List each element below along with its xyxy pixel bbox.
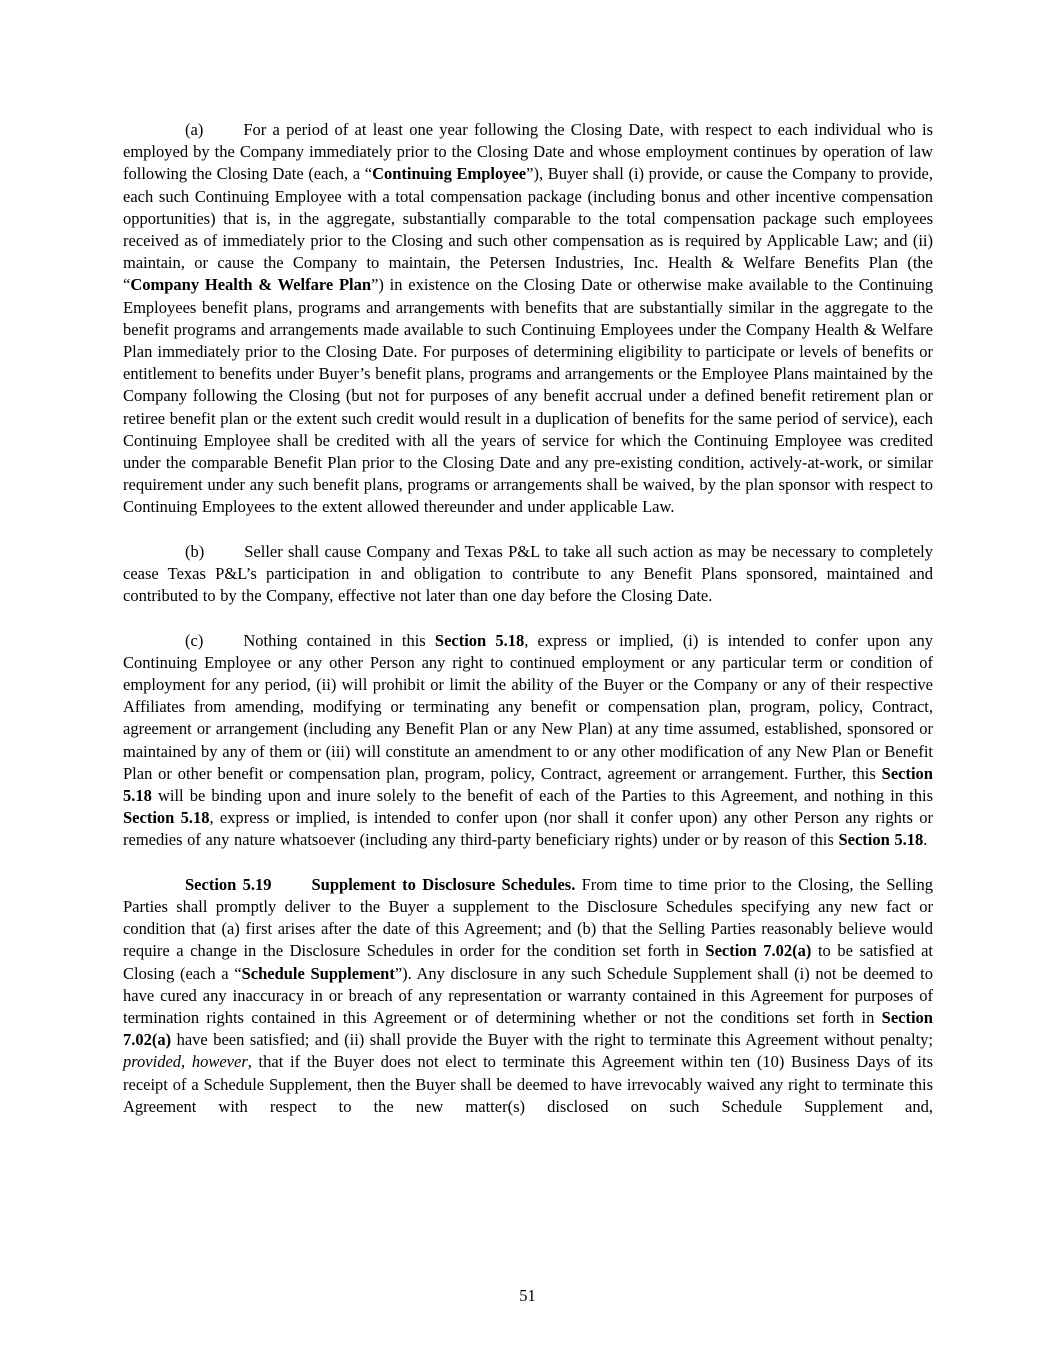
page-content: [123, 119, 933, 1118]
paragraph-section-5-19: [123, 874, 933, 1118]
text-run: to be satisfied at Closing (each a “: [123, 941, 933, 983]
text-run: Continuing Employee: [372, 164, 527, 184]
text-run: Section 7.02(a): [705, 941, 812, 961]
text-run: Section 5.19: [185, 874, 272, 894]
text-run: Company Health & Welfare Plan: [130, 275, 372, 295]
text-run: (c): [185, 630, 204, 650]
text-run: Section 5.18: [434, 630, 525, 650]
text-run: , express or implied, is intended to confer upon (nor shall it confer upon) any other Person any rights or remedies of any nature whatsoever (including any third-party beneficiary rights) under or by reason of this: [123, 808, 933, 850]
text-run: have been satisfied; and (ii) shall provide the Buyer with the right to terminate this Agreement without penalty;: [171, 1030, 933, 1050]
text-run: From time to time prior to the Closing, the Selling Parties shall promptly deliver to the Buyer a supplement to the Disclosure Schedules specifying any new fact or condition that (a) first arises after the date of this Agreement; and (b) that the Selling Parties reasonably believe would require a change in the Disclosure Schedules in order for the condition set forth in: [123, 874, 933, 961]
text-run: ”). Any disclosure in any such Schedule Supplement shall (i) not be deemed to have cured any inaccuracy in or breach of any representation or warranty contained in this Agreement for purposes of termination rights contained in this Agreement or of determining whether or not the conditions set forth in: [123, 963, 933, 1028]
text-run: For a period of at least one year following the Closing Date, with respect to each individual who is employed by the Company immediately prior to the Closing Date and whose employment continues by operation of law following the Closing Date (each, a “: [123, 120, 933, 184]
text-run: .: [923, 830, 928, 850]
text-run: (a): [185, 120, 204, 139]
paragraph-a: [123, 119, 933, 519]
text-run: provided, however: [123, 1052, 248, 1072]
text-run: Supplement to Disclosure Schedules.: [311, 874, 576, 894]
paragraph-c: [123, 630, 933, 852]
text-run: will be binding upon and inure solely to the benefit of each of the Parties to this Agreement, and nothing in this: [151, 786, 933, 806]
text-run: Section 5.18: [838, 830, 924, 850]
text-run: , that if the Buyer does not elect to terminate this Agreement within ten (10) Business Days of its receipt of a Schedule Supplement, then the Buyer shall be deemed to have irrevocably waived any right to terminate this Agreement with respect to the new matter(s) disclosed on such Schedule Supplement and,: [123, 1052, 934, 1116]
text-run: Seller shall cause Company and Texas P&L to take all such action as may be necessary to completely cease Texas P&L’s participation in and obligation to contribute to any Benefit Plans sponsored, maintained and contributed to by the Company, effective not later than one day before the Closing Date.: [123, 541, 933, 606]
text-run: Section 5.18: [123, 808, 210, 828]
text-run: ”) in existence on the Closing Date or otherwise make available to the Continuing Employees benefit plans, programs and arrangements with benefits that are substantially similar in the aggregate to the benefit programs and arrangements made available to such Continuing Employees under the Company Health & Welfare Plan immediately prior to the Closing Date. For purposes of determining eligibility to participate or levels of benefits or entitlement to benefits under Buyer’s benefit plans, programs and arrangements or the Employee Plans maintained by the Company following the Closing (but not for purposes of any benefit accrual under a defined benefit retirement plan or retiree benefit plan or the extent such credit would result in a duplication of benefits for the same period of service), each Continuing Employee shall be credited with all the years of service for which the Continuing Employee was credited under the comparable Benefit Plan prior to the Closing Date and any pre-existing condition, actively-at-work, or similar requirement under any such benefit plans, programs or arrangements shall be waived, by the plan sponsor with respect to Continuing Employees to the extent allowed thereunder and under applicable Law.: [123, 275, 933, 517]
text-run: Section 5.18: [123, 763, 933, 806]
text-run: Section 7.02(a): [123, 1008, 933, 1050]
text-run: Nothing contained in this: [243, 630, 435, 650]
paragraph-b: [123, 541, 933, 608]
text-run: Schedule Supplement: [241, 963, 395, 983]
text-run: ”), Buyer shall (i) provide, or cause the Company to provide, each such Continuing Employee with a total compensation package (including bonus and other incentive compensation opportunities) that is, in the aggregate, substantially comparable to the total compensation package such employees received as of immediately prior to the Closing and such other compensation as is required by Applicable Law; and (ii) maintain, or cause the Company to maintain, the Petersen Industries, Inc. Health & Welfare Benefits Plan (the “: [123, 164, 933, 295]
text-run: (b): [185, 541, 205, 561]
text-run: , express or implied, (i) is intended to confer upon any Continuing Employee or any other Person any right to continued employment or any particular term or condition of employment for any period, (ii) will prohibit or limit the ability of the Buyer or the Company or any of their respective Affiliates from amending, modifying or terminating any benefit or compensation plan, program, policy, Contract, agreement or arrangement (including any Benefit Plan or any New Plan) at any time assumed, established, sponsored or maintained by any of them or (iii) will constitute an amendment to or any other modification of any New Plan or Benefit Plan or other benefit or compensation plan, program, policy, Contract, agreement or arrangement. Further, this: [123, 630, 933, 783]
page-number: 51: [519, 1286, 536, 1305]
